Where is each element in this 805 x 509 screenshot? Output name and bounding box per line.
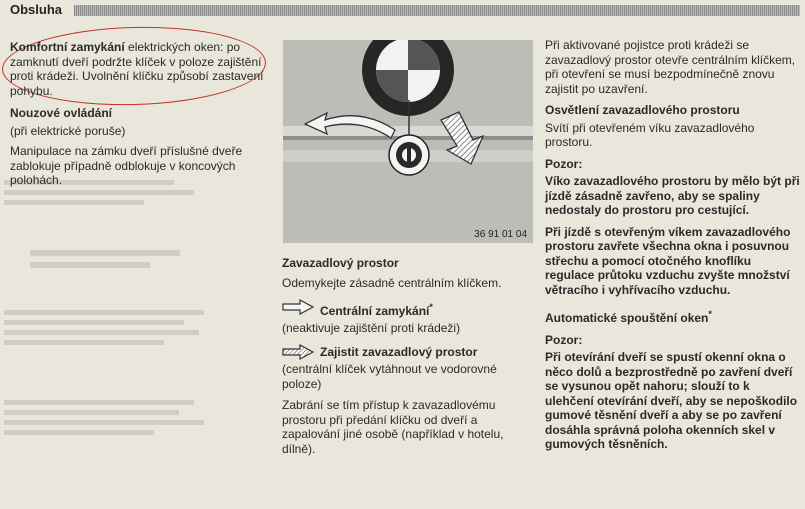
central-locking-row xyxy=(282,300,537,319)
header-rule xyxy=(74,5,800,16)
trunk-lock-illustration xyxy=(283,40,533,243)
caution-title-2: Pozor: xyxy=(545,332,583,347)
hatched-arrow-icon xyxy=(282,344,314,360)
anti-theft-text: Při aktivované pojistce proti krádeži se zavazadlový prostor otevře centrálním klíčkem, při otevření se musí bezpodmínečně znovu zajistit po uzavření. xyxy=(545,38,796,96)
outline-arrow-icon xyxy=(282,299,314,315)
caution-text-windows: Při otevírání dveří se spustí okenní okna o něco dolů a bezprostředně po zavření dveří se vysunou opět nahoru; slouží to k ulehčení otevírání dveří, aby se nepoškodilo gumové těsnění dveří a aby se po zavření dosáhla správná poloha okenních skel v gumových těsněních. xyxy=(545,350,798,451)
caution-title: Pozor: xyxy=(545,156,583,171)
caution-text-ventilation: Při jízdě s otevřeným víkem zavazadlového prostoru zavřete všechna okna i posuvnou střechu a pomocí otočného knoflíku regulace průtoku vzduchu zvyšte množství větracího i vyhřívacího vzduchu. xyxy=(545,224,791,297)
secure-trunk-note: (centrální klíček vytáhnout ve vodorovné poloze) xyxy=(282,362,497,391)
page-header xyxy=(4,2,800,18)
figure-caption: 36 91 01 04 xyxy=(474,229,527,240)
bleed-through-lines xyxy=(0,160,215,500)
trunk-light-title: Osvětlení zavazadlového prostoru xyxy=(545,103,740,117)
comfort-locking-text: elektrických oken: po zamknutí dveří podržte klíček v poloze zajištění proti krádeži. Uvolnění klíčku způsobí zastavení pohybu. xyxy=(10,40,264,98)
secure-trunk-row xyxy=(282,345,537,360)
caution-text-lid: Víko zavazadlového prostoru by mělo být při jízdě zásadně zavřeno, aby se spaliny nedostaly do prostoru pro cestující. xyxy=(545,174,800,217)
left-column xyxy=(10,40,270,195)
middle-column xyxy=(282,256,537,463)
bleed-through-texture xyxy=(0,160,215,500)
emergency-title: Nouzové ovládání xyxy=(10,106,113,120)
auto-windows-title: Automatické spouštění oken* xyxy=(545,309,712,325)
central-locking-label: Centrální zamykání* xyxy=(320,302,433,318)
central-locking-note: (neaktivuje zajištění proti krádeži) xyxy=(282,320,461,335)
trunk-lock-drawing xyxy=(283,40,533,243)
right-column xyxy=(545,38,800,459)
emergency-subtitle: (při elektrické poruše) xyxy=(10,123,126,138)
secure-trunk-label: Zajistit zavazadlový prostor xyxy=(320,345,478,359)
page-title: Obsluha xyxy=(10,2,68,17)
comfort-locking-title: Komfortní zamykání xyxy=(10,40,125,54)
trunk-light-text: Svítí při otevřeném víku zavazadlového prostoru. xyxy=(545,120,755,149)
trunk-text: Odemykejte zásadně centrálním klíčkem. xyxy=(282,275,502,290)
comfort-locking-paragraph xyxy=(10,40,270,98)
prevent-access-text: Zabrání se tím přístup k zavazadlovému prostoru při předání klíčku od dveří a zapalování jiné osobě (například v hotelu, dílně). xyxy=(282,398,504,456)
emergency-text: Manipulace na zámku dveří příslušné dveře zablokuje případně odblokuje v koncových polohách. xyxy=(10,144,243,187)
trunk-title: Zavazadlový prostor xyxy=(282,256,399,270)
